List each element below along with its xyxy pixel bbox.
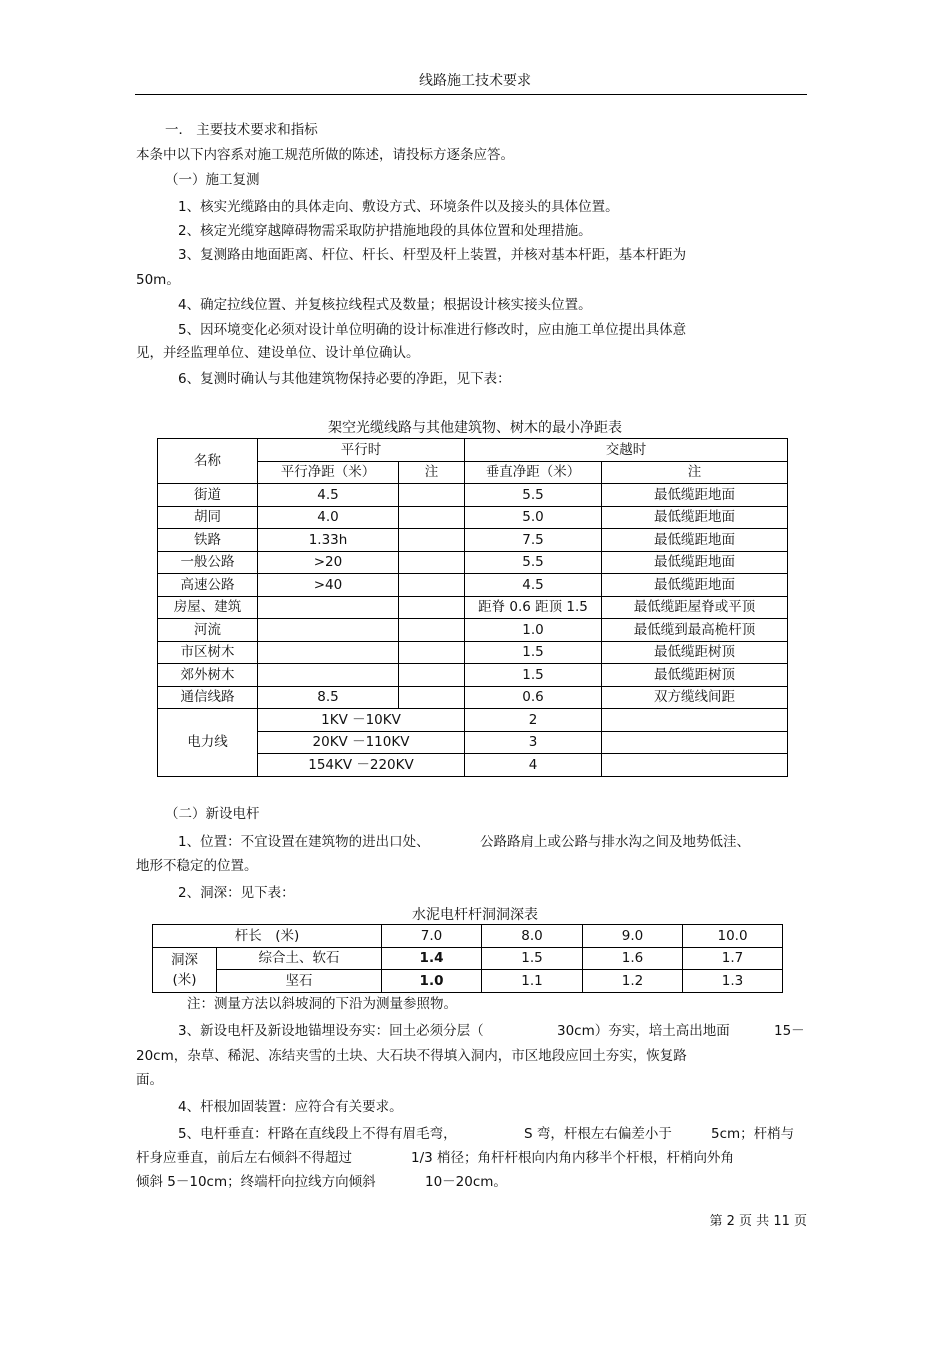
item-5: 5、因环境变化必须对设计单位明确的设计标准进行修改时，应由施工单位提出具体意 bbox=[178, 322, 687, 338]
header-length-value: 10.0 bbox=[683, 925, 783, 948]
item-5-cont: 见，并经监理单位、建设单位、设计单位确认。 bbox=[136, 345, 420, 361]
cell-depth: 1.4 bbox=[382, 947, 482, 970]
hole-depth-table bbox=[152, 924, 783, 993]
cell-power-range: 1KV －10KV bbox=[258, 709, 465, 732]
cell-note: 最低缆距地面 bbox=[602, 574, 788, 597]
cell-vert: 距脊 0.6 距顶 1.5 bbox=[465, 596, 602, 619]
cell-par bbox=[258, 596, 399, 619]
cell-note: 最低缆距地面 bbox=[602, 484, 788, 507]
cell-depth: 1.5 bbox=[482, 947, 583, 970]
cell-par: 8.5 bbox=[258, 686, 399, 709]
cell-power-range: 20KV －110KV bbox=[258, 731, 465, 754]
cell-pnote bbox=[399, 484, 465, 507]
cell-note: 最低缆距地面 bbox=[602, 529, 788, 552]
cell-pnote bbox=[399, 574, 465, 597]
cell-soil: 综合土、软石 bbox=[217, 947, 382, 970]
cell-name: 一般公路 bbox=[158, 551, 258, 574]
s3-line4: 4、杆根加固装置：应符合有关要求。 bbox=[178, 1099, 403, 1115]
cell-depth: 1.7 bbox=[683, 947, 783, 970]
cell-par: >20 bbox=[258, 551, 399, 574]
cell-name: 胡同 bbox=[158, 506, 258, 529]
cell-depth: 1.2 bbox=[583, 970, 683, 993]
header-cross: 交越时 bbox=[465, 439, 788, 462]
item-3: 3、复测路由地面距离、杆位、杆长、杆型及杆上装置，并核对基本杆距，基本杆距为 bbox=[178, 247, 687, 263]
cell-par: 4.5 bbox=[258, 484, 399, 507]
cell-vert: 1.0 bbox=[465, 619, 602, 642]
header-cross-note: 注 bbox=[602, 461, 788, 484]
page-number: 第 2 页 共 11 页 bbox=[709, 1214, 807, 1229]
s2-line1b: 公路路肩上或公路与排水沟之间及地势低洼、 bbox=[480, 834, 750, 850]
table-row bbox=[158, 596, 788, 619]
s3-line5a: 5、电杆垂直：杆路在直线段上不得有眉毛弯， bbox=[178, 1126, 457, 1142]
header-length-value: 8.0 bbox=[482, 925, 583, 948]
cell-vert: 0.6 bbox=[465, 686, 602, 709]
item-3-cont: 50m。 bbox=[136, 272, 180, 288]
table-row bbox=[158, 574, 788, 597]
cell-pnote bbox=[399, 686, 465, 709]
cell-depth: 1.0 bbox=[382, 970, 482, 993]
cell-note: 最低缆距树顶 bbox=[602, 641, 788, 664]
depth-label bbox=[153, 947, 217, 992]
cell-note: 最低缆距树顶 bbox=[602, 664, 788, 687]
table-row bbox=[158, 709, 788, 732]
cell-par: 4.0 bbox=[258, 506, 399, 529]
cell-vert: 4 bbox=[465, 754, 602, 777]
s3-line5g: 10－20cm。 bbox=[425, 1174, 507, 1190]
cell-name: 通信线路 bbox=[158, 686, 258, 709]
cell-pnote bbox=[399, 596, 465, 619]
header-parallel: 平行时 bbox=[258, 439, 465, 462]
s3-line3e: 面。 bbox=[136, 1072, 163, 1088]
table-row bbox=[158, 619, 788, 642]
s3-line3a: 3、新设电杆及新设地锚埋设夯实：回土必须分层（ bbox=[178, 1023, 484, 1039]
cell-note: 最低缆到最高桅杆顶 bbox=[602, 619, 788, 642]
header-length-value: 7.0 bbox=[382, 925, 482, 948]
cell-depth: 1.3 bbox=[683, 970, 783, 993]
cell-pnote bbox=[399, 641, 465, 664]
cell-soil: 坚石 bbox=[217, 970, 382, 993]
s3-line5b: S 弯，杆根左右偏差小于 bbox=[524, 1126, 672, 1142]
item-4: 4、确定拉线位置、并复核拉线程式及数量；根据设计核实接头位置。 bbox=[178, 297, 592, 313]
cell-power-name: 电力线 bbox=[158, 709, 258, 777]
depth-label-line1: 洞深 bbox=[171, 951, 198, 968]
cell-vert: 5.5 bbox=[465, 484, 602, 507]
s3-line5f: 倾斜 5－10cm；终端杆向拉线方向倾斜 bbox=[136, 1174, 376, 1190]
cell-vert: 1.5 bbox=[465, 664, 602, 687]
table2-note: 注：测量方法以斜坡洞的下沿为测量参照物。 bbox=[187, 996, 457, 1012]
cell-note bbox=[602, 731, 788, 754]
cell-note: 最低缆距地面 bbox=[602, 506, 788, 529]
cell-vert: 5.0 bbox=[465, 506, 602, 529]
s3-line3b: 30cm）夯实，培土高出地面 bbox=[557, 1023, 730, 1039]
cell-vert: 7.5 bbox=[465, 529, 602, 552]
cell-name: 郊外树木 bbox=[158, 664, 258, 687]
s3-line5e: 1/3 梢径；角杆杆根向内角内移半个杆根，杆梢向外角 bbox=[411, 1150, 735, 1166]
cell-depth: 1.1 bbox=[482, 970, 583, 993]
cell-name: 房屋、建筑 bbox=[158, 596, 258, 619]
cell-pnote bbox=[399, 664, 465, 687]
section1-intro: 本条中以下内容系对施工规范所做的陈述，请投标方逐条应答。 bbox=[136, 147, 514, 163]
header-length-value: 9.0 bbox=[583, 925, 683, 948]
table-row bbox=[158, 529, 788, 552]
cell-power-range: 154KV －220KV bbox=[258, 754, 465, 777]
cell-depth: 1.6 bbox=[583, 947, 683, 970]
cell-name: 铁路 bbox=[158, 529, 258, 552]
table-row bbox=[153, 970, 783, 993]
table-row bbox=[153, 947, 783, 970]
depth-label-line2: (米) bbox=[172, 971, 197, 988]
page-header-title: 线路施工技术要求 bbox=[419, 73, 531, 89]
cell-vert: 3 bbox=[465, 731, 602, 754]
table-row bbox=[153, 925, 783, 948]
item-2: 2、核定光缆穿越障碍物需采取防护措施地段的具体位置和处理措施。 bbox=[178, 223, 592, 239]
table-row bbox=[158, 484, 788, 507]
header-vert-dist: 垂直净距（米） bbox=[465, 461, 602, 484]
header-par-note: 注 bbox=[399, 461, 465, 484]
cell-name: 河流 bbox=[158, 619, 258, 642]
cell-vert: 5.5 bbox=[465, 551, 602, 574]
cell-pnote bbox=[399, 529, 465, 552]
cell-par: 1.33h bbox=[258, 529, 399, 552]
cell-note bbox=[602, 709, 788, 732]
table-row bbox=[158, 686, 788, 709]
cell-par bbox=[258, 664, 399, 687]
cell-vert: 2 bbox=[465, 709, 602, 732]
table2-caption: 水泥电杆杆洞洞深表 bbox=[412, 907, 538, 923]
s3-line5d: 杆身应垂直，前后左右倾斜不得超过 bbox=[136, 1150, 352, 1166]
item-1: 1、核实光缆路由的具体走向、敷设方式、环境条件以及接头的具体位置。 bbox=[178, 199, 619, 215]
s2-line1c: 地形不稳定的位置。 bbox=[136, 858, 258, 874]
header-name: 名称 bbox=[158, 439, 258, 484]
s3-line3c: 15－ bbox=[774, 1023, 805, 1039]
cell-name: 高速公路 bbox=[158, 574, 258, 597]
table-row bbox=[158, 551, 788, 574]
header-length: 杆长 (米) bbox=[153, 925, 382, 948]
cell-note: 最低缆距屋脊或平顶 bbox=[602, 596, 788, 619]
cell-note bbox=[602, 754, 788, 777]
cell-note: 双方缆线间距 bbox=[602, 686, 788, 709]
cell-note: 最低缆距地面 bbox=[602, 551, 788, 574]
cell-par bbox=[258, 619, 399, 642]
clearance-table bbox=[157, 438, 788, 777]
item-6: 6、复测时确认与其他建筑物保持必要的净距，见下表： bbox=[178, 371, 511, 387]
header-par-dist: 平行净距（米） bbox=[258, 461, 399, 484]
section1-title: 一． 主要技术要求和指标 bbox=[165, 122, 318, 138]
cell-par: >40 bbox=[258, 574, 399, 597]
table-row bbox=[158, 641, 788, 664]
sub1-title: （一）施工复测 bbox=[165, 172, 260, 188]
section2-title: （二）新设电杆 bbox=[165, 806, 260, 822]
cell-vert: 1.5 bbox=[465, 641, 602, 664]
header-rule bbox=[135, 94, 807, 95]
cell-name: 市区树木 bbox=[158, 641, 258, 664]
table-row bbox=[158, 664, 788, 687]
cell-name: 街道 bbox=[158, 484, 258, 507]
table1-caption: 架空光缆线路与其他建筑物、树木的最小净距表 bbox=[328, 420, 622, 436]
table-row bbox=[158, 506, 788, 529]
cell-par bbox=[258, 641, 399, 664]
cell-pnote bbox=[399, 551, 465, 574]
s3-line5c: 5cm；杆梢与 bbox=[711, 1126, 795, 1142]
cell-vert: 4.5 bbox=[465, 574, 602, 597]
cell-pnote bbox=[399, 619, 465, 642]
s3-line3d: 20cm，杂草、稀泥、冻结夹雪的土块、大石块不得填入洞内，市区地段应回土夯实，恢复路 bbox=[136, 1048, 687, 1064]
s2-line2: 2、洞深：见下表： bbox=[178, 885, 295, 901]
cell-pnote bbox=[399, 506, 465, 529]
s2-line1a: 1、位置：不宜设置在建筑物的进出口处、 bbox=[178, 834, 430, 850]
